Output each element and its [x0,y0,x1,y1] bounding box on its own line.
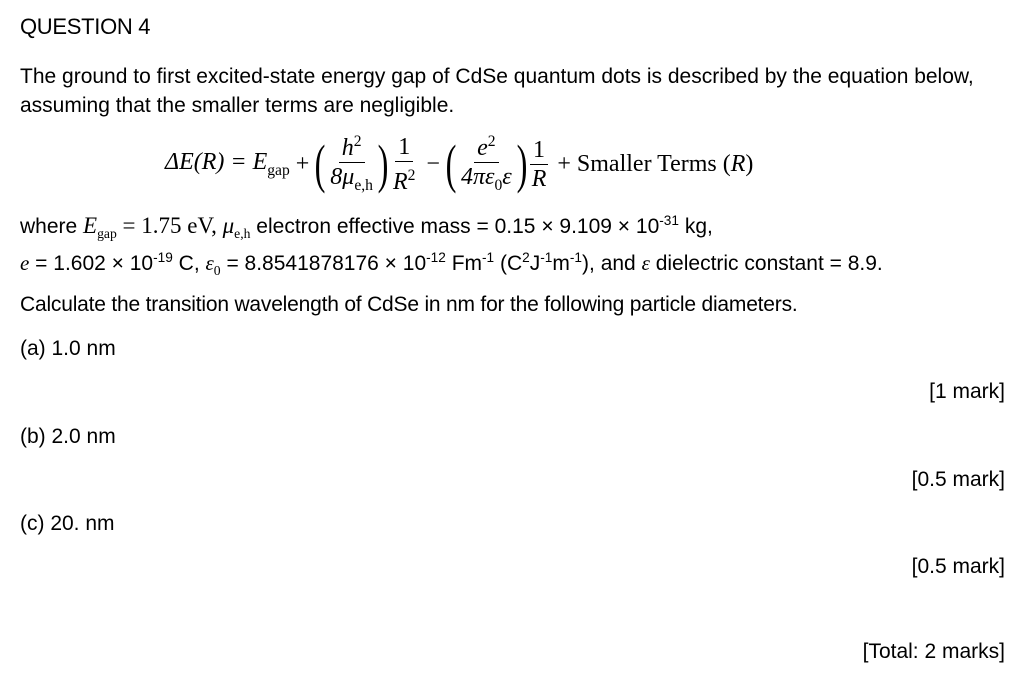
eq-minus: − [426,150,440,177]
where-line: where $E_{gap} = 1.75$ eV, $\mu_{e,h}$ electron effective mass = $0.15 \times 9.109 \times 10^{-31}$ kg, [20,213,713,242]
energy-gap-equation [165,124,753,204]
eq-lhs: $\Delta E(R) = E_{gap}$ [165,148,290,179]
eq-paren-open-2: ( [445,134,457,194]
constants-line: $e = 1.602 \times 10^{-19}$ C, $\varepsilon_0 = 8.8541878176 \times 10^{-12}$ $Fm^{-1}$ $(C^2J^{-1}m^{-1})$, and ε dielectric constant = 8.9. [20,250,883,279]
eq-term2-inverse-r: $\frac{1}{R}$ [531,136,547,192]
eq-paren-open-1: ( [314,134,326,194]
part-a-label: (a) 1.0 nm [20,337,116,360]
part-b-mark: [0.5 mark] [911,468,1005,491]
eq-term2-fraction: $\frac{e^2}{4\pi\varepsilon_0\varepsilon}$ [458,129,515,199]
part-c-mark: [0.5 mark] [911,555,1005,578]
part-c-label: (c) 20. nm [20,512,115,535]
calculation-instruction: Calculate the transition wavelength of CdSe in nm for the following particle diameters. [20,293,798,316]
eq-plus-1: + [295,150,310,177]
eq-paren-close-2: ) [516,134,528,194]
question-intro: The ground to first excited-state energy gap of CdSe quantum dots is described by the equation below, assuming that the smaller terms are negligible. [20,65,974,117]
eq-term1-inverse-r2: $\frac{1}{R^2}$ [392,133,416,195]
question-heading: QUESTION 4 [20,14,151,39]
eq-paren-close-1: ) [377,134,389,194]
total-marks: [Total: 2 marks] [862,640,1005,663]
eq-term1-fraction: $\frac{h^2}{8\mu_{e,h}}$ [327,129,376,199]
eq-plus-2: + [557,150,571,177]
part-a-mark: [1 mark] [929,380,1005,403]
part-b-label: (b) 2.0 nm [20,425,116,448]
eq-smaller-terms: Smaller Terms (R) [576,150,754,177]
